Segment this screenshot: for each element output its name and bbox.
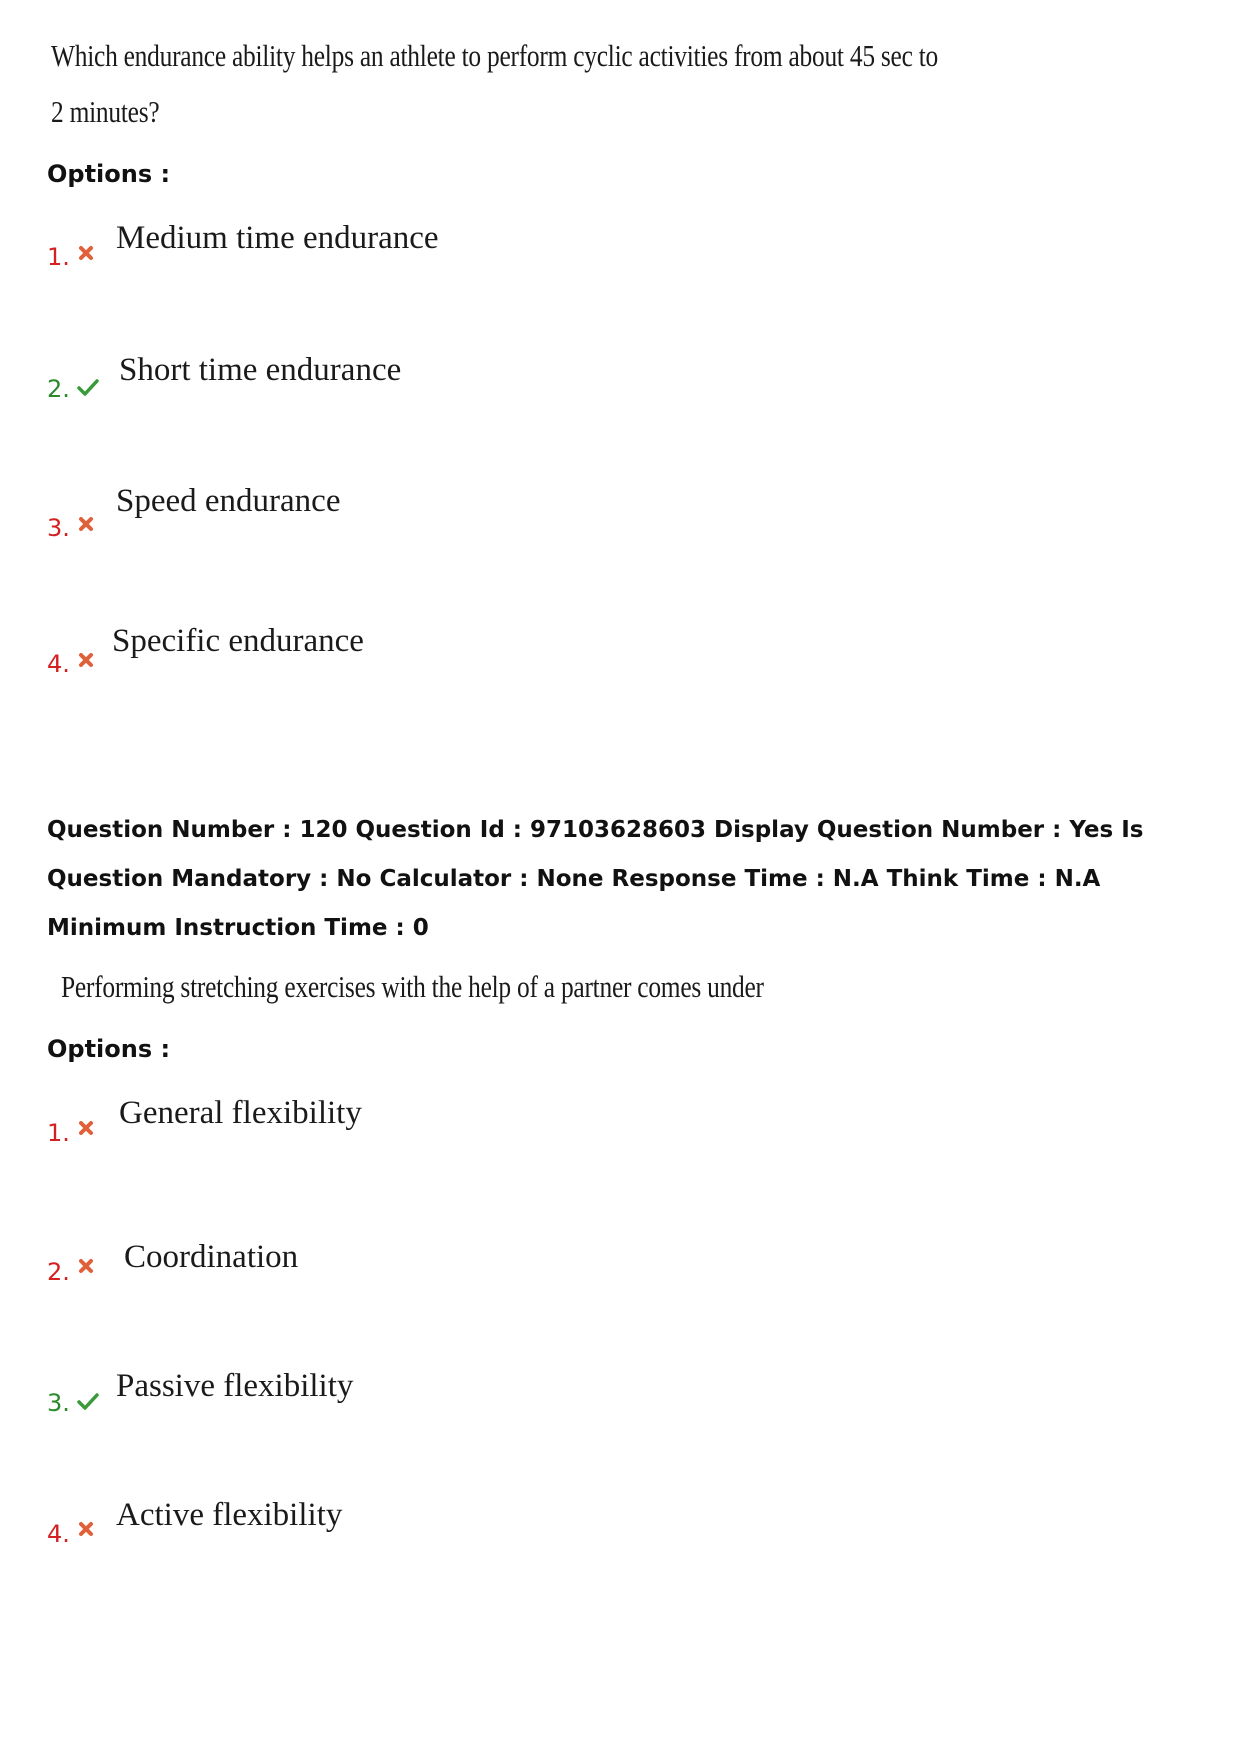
cross-icon bbox=[76, 243, 96, 263]
check-icon bbox=[76, 377, 100, 397]
option-text: Coordination bbox=[124, 1239, 299, 1275]
cross-icon bbox=[76, 514, 96, 534]
option-number: 4. bbox=[47, 1520, 70, 1548]
option-number: 1. bbox=[47, 243, 70, 271]
question-text-line-2: 2 minutes? bbox=[51, 94, 160, 129]
option-number: 3. bbox=[47, 514, 70, 542]
options-label: Options : bbox=[47, 1035, 171, 1063]
option-text: General flexibility bbox=[119, 1095, 362, 1131]
question-text: Performing stretching exercises with the help of a partner comes under bbox=[61, 969, 764, 1004]
option-number: 2. bbox=[47, 375, 70, 403]
option-number: 1. bbox=[47, 1119, 70, 1147]
option-number: 4. bbox=[47, 650, 70, 678]
option-number: 2. bbox=[47, 1258, 70, 1286]
question-metadata: Question Number : 120 Question Id : 97103628603 Display Question Number : Yes Is Question Mandatory : No Calculator : None Response Time : N.A Think Time : N.A Minimum Instruction Time : 0 bbox=[47, 817, 1144, 941]
check-icon bbox=[76, 1391, 100, 1411]
option-text: Medium time endurance bbox=[116, 220, 439, 256]
option-number: 3. bbox=[47, 1389, 70, 1417]
options-label: Options : bbox=[47, 160, 171, 188]
option-text: Short time endurance bbox=[119, 352, 402, 388]
cross-icon bbox=[76, 1519, 96, 1539]
option-text: Active flexibility bbox=[116, 1497, 343, 1533]
option-text: Speed endurance bbox=[116, 483, 341, 519]
cross-icon bbox=[76, 650, 96, 670]
cross-icon bbox=[76, 1256, 96, 1276]
option-text: Passive flexibility bbox=[116, 1368, 354, 1404]
question-text-line-1: Which endurance ability helps an athlete to perform cyclic activities from about 45 sec to bbox=[51, 38, 939, 73]
option-text: Specific endurance bbox=[112, 623, 364, 659]
cross-icon bbox=[76, 1118, 96, 1138]
